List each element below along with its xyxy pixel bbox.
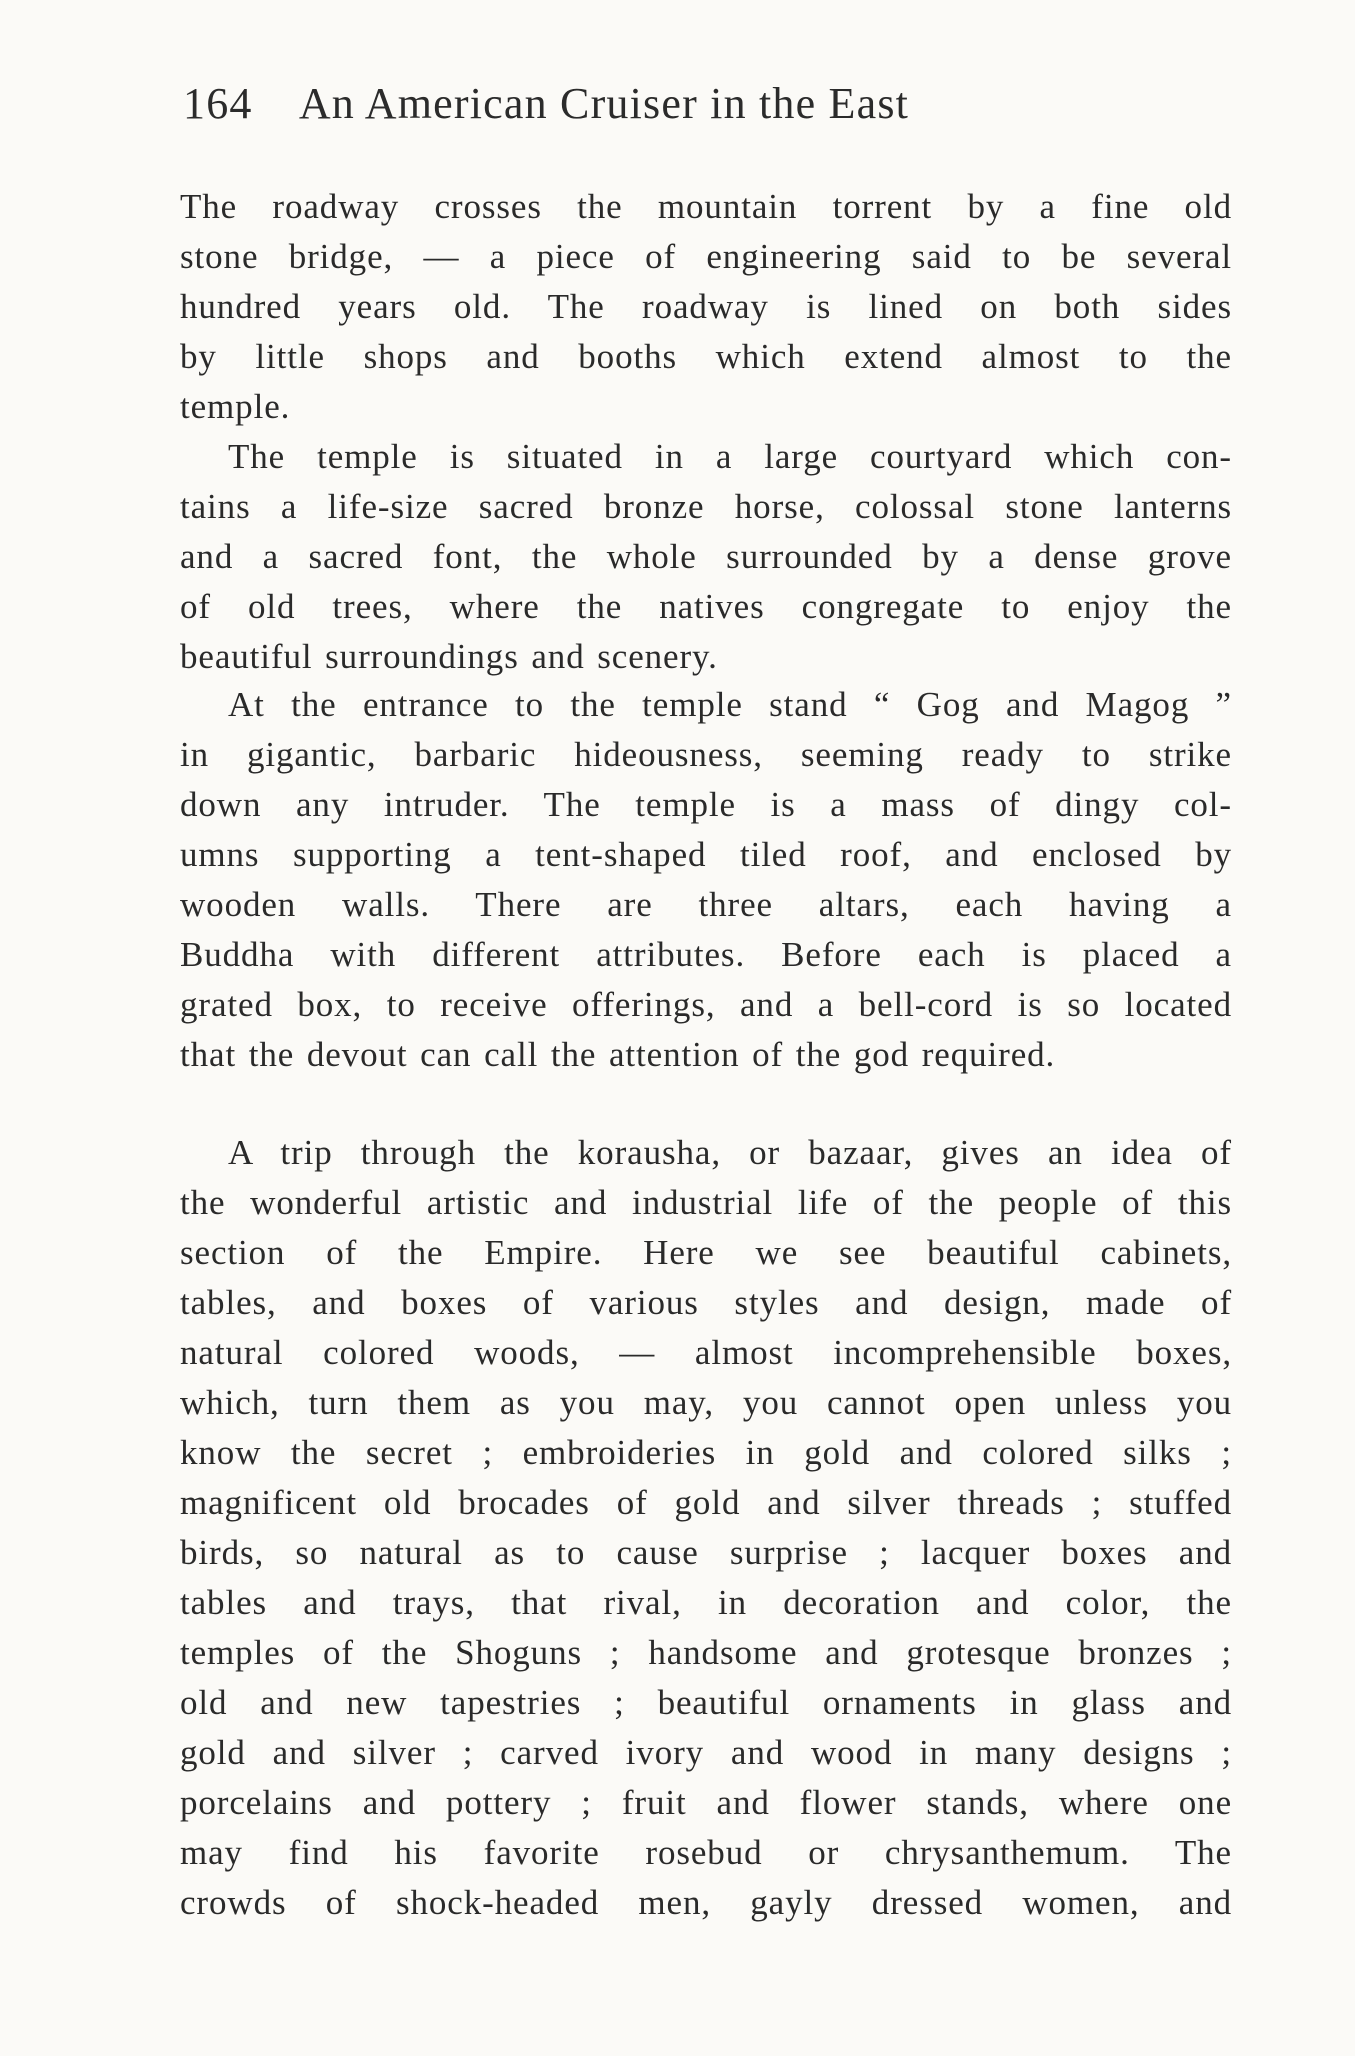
text-line: At the entrance to the temple stand “ Gog and Magog ” — [228, 685, 1232, 724]
text-line: umns supporting a tent-shaped tiled roof, and enclosed by — [180, 835, 1232, 874]
text-line: beautiful surroundings and scenery. — [180, 637, 718, 676]
text-line: down any intruder. The temple is a mass of dingy col- — [180, 785, 1232, 824]
text-line: The roadway crosses the mountain torrent by a fine old — [180, 187, 1232, 226]
text-line: porcelains and pottery ; fruit and flower stands, where one — [180, 1783, 1232, 1822]
text-line: which, turn them as you may, you cannot open unless you — [180, 1383, 1232, 1422]
text-line: section of the Empire. Here we see beautiful cabinets, — [180, 1233, 1232, 1272]
text-line: Buddha with different attributes. Before each is placed a — [180, 935, 1232, 974]
text-line: the wonderful artistic and industrial life of the people of this — [180, 1183, 1232, 1222]
text-line: A trip through the korausha, or bazaar, gives an idea of — [228, 1133, 1232, 1172]
text-line: and a sacred font, the whole surrounded by a dense grove — [180, 537, 1232, 576]
text-line: temples of the Shoguns ; handsome and grotesque bronzes ; — [180, 1633, 1232, 1672]
paragraph — [180, 1128, 1232, 1928]
text-line: natural colored woods, — almost incomprehensible boxes, — [180, 1333, 1232, 1372]
text-line: hundred years old. The roadway is lined on both sides — [180, 287, 1232, 326]
text-line: crowds of shock-headed men, gayly dressed women, and — [180, 1883, 1232, 1922]
text-line: tables, and boxes of various styles and design, made of — [180, 1283, 1232, 1322]
text-line: magnificent old brocades of gold and silver threads ; stuffed — [180, 1483, 1232, 1522]
text-line: know the secret ; embroideries in gold and colored silks ; — [180, 1433, 1232, 1472]
paragraph — [180, 432, 1232, 682]
text-line: The temple is situated in a large courtyard which con- — [228, 437, 1232, 476]
running-header — [183, 78, 1243, 148]
text-line: stone bridge, — a piece of engineering said to be several — [180, 237, 1232, 276]
running-title: An American Cruiser in the East — [298, 79, 910, 128]
text-line: in gigantic, barbaric hideousness, seeming ready to strike — [180, 735, 1232, 774]
text-line: temple. — [180, 387, 291, 426]
text-line: tains a life-size sacred bronze horse, colossal stone lanterns — [180, 487, 1232, 526]
text-line: by little shops and booths which extend almost to the — [180, 337, 1232, 376]
page-number: 164 — [183, 79, 253, 128]
text-line: may find his favorite rosebud or chrysanthemum. The — [180, 1833, 1232, 1872]
text-line: wooden walls. There are three altars, each having a — [180, 885, 1232, 924]
text-line: birds, so natural as to cause surprise ; lacquer boxes and — [180, 1533, 1232, 1572]
paragraph — [180, 680, 1232, 1080]
paragraph — [180, 182, 1232, 432]
text-line: gold and silver ; carved ivory and wood in many designs ; — [180, 1733, 1232, 1772]
text-line: tables and trays, that rival, in decoration and color, the — [180, 1583, 1232, 1622]
text-line: grated box, to receive offerings, and a bell-cord is so located — [180, 985, 1232, 1024]
text-line: of old trees, where the natives congregate to enjoy the — [180, 587, 1232, 626]
text-line: old and new tapestries ; beautiful ornaments in glass and — [180, 1683, 1232, 1722]
text-line: that the devout can call the attention of the god required. — [180, 1035, 1056, 1074]
